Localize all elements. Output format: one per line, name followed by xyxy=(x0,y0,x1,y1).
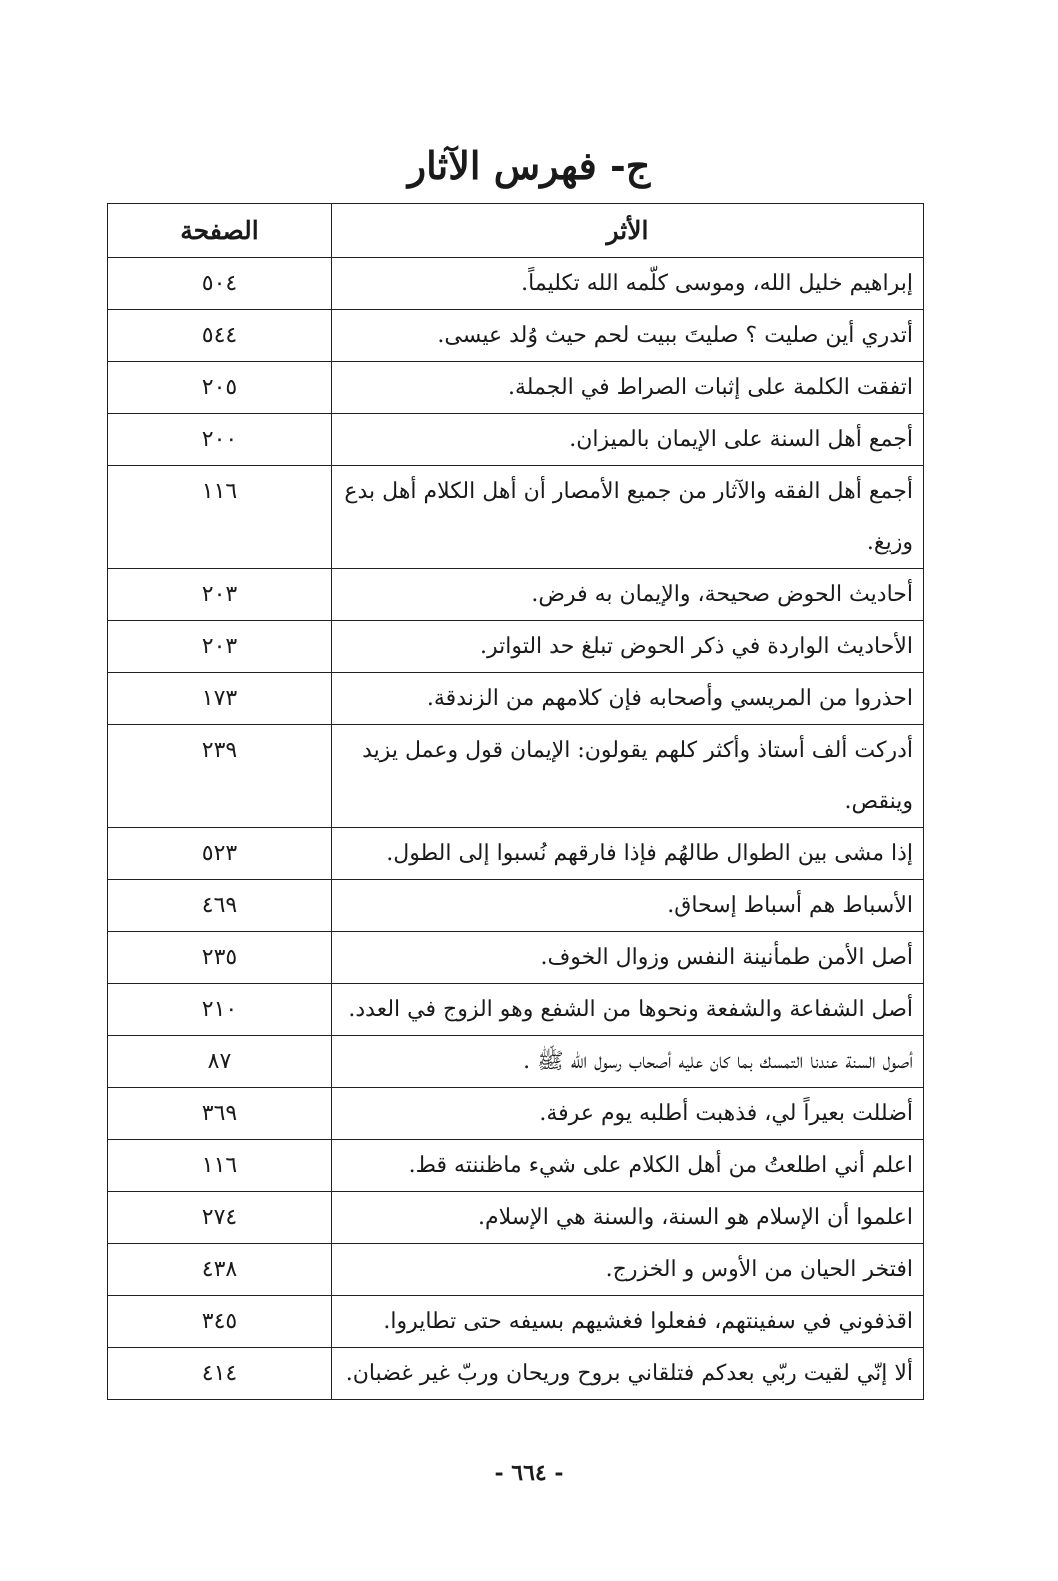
athar-text: أدركت ألف أستاذ وأكثر كلهم يقولون: الإيمان قول وعمل يزيد وينقص. xyxy=(332,725,924,828)
page-ref: ٢٠٣ xyxy=(108,621,332,673)
page-ref: ١٧٣ xyxy=(108,673,332,725)
page-ref: ٥٢٣ xyxy=(108,828,332,880)
page-ref: ١١٦ xyxy=(108,466,332,569)
table-row xyxy=(108,1140,924,1192)
page-ref: ٢٠٣ xyxy=(108,569,332,621)
athar-text: الأحاديث الواردة في ذكر الحوض تبلغ حد التواتر. xyxy=(332,621,924,673)
table-row xyxy=(108,258,924,310)
page-ref: ٤٦٩ xyxy=(108,880,332,932)
table-row xyxy=(108,880,924,932)
table-row xyxy=(108,414,924,466)
page-ref: ٥٠٤ xyxy=(108,258,332,310)
athar-text: افتخر الحيان من الأوس و الخزرج. xyxy=(332,1244,924,1296)
table-row xyxy=(108,569,924,621)
athar-text: أضللت بعيراً لي، فذهبت أطلبه يوم عرفة. xyxy=(332,1088,924,1140)
athar-text: اقذفوني في سفينتهم، ففعلوا فغشيهم بسيفه حتى تطايروا. xyxy=(332,1296,924,1348)
page-ref: ٤١٤ xyxy=(108,1348,332,1400)
page-ref: ٤٣٨ xyxy=(108,1244,332,1296)
athar-text: الأسباط هم أسباط إسحاق. xyxy=(332,880,924,932)
table-header-row xyxy=(108,204,924,258)
table-row xyxy=(108,984,924,1036)
athar-text: أصول السنة عندنا التمسك بما كان عليه أصحاب رسول الله ﷺ . xyxy=(332,1036,924,1088)
athar-text: اتفقت الكلمة على إثبات الصراط في الجملة. xyxy=(332,362,924,414)
page-ref: ٢٠٥ xyxy=(108,362,332,414)
table-row xyxy=(108,1036,924,1088)
table-row xyxy=(108,725,924,828)
table-row xyxy=(108,1192,924,1244)
athar-text: اعلموا أن الإسلام هو السنة، والسنة هي الإسلام. xyxy=(332,1192,924,1244)
athar-index-table xyxy=(107,203,924,1400)
page-ref: ٣٦٩ xyxy=(108,1088,332,1140)
page-title: ج- فهرس الآثار xyxy=(407,143,651,188)
table-row xyxy=(108,621,924,673)
table-row xyxy=(108,1244,924,1296)
table-row xyxy=(108,310,924,362)
page-ref: ٢٠٠ xyxy=(108,414,332,466)
table-row xyxy=(108,932,924,984)
athar-text: إبراهيم خليل الله، وموسى كلّمه الله تكليماً. xyxy=(332,258,924,310)
athar-text: ألا إنّي لقيت ربّي بعدكم فتلقاني بروح وريحان وربّ غير غضبان. xyxy=(332,1348,924,1400)
table-row xyxy=(108,1088,924,1140)
page-ref: ٢٣٥ xyxy=(108,932,332,984)
page-number: - ٦٦٤ - xyxy=(494,1460,564,1486)
table-row xyxy=(108,828,924,880)
athar-text: أصل الأمن طمأنينة النفس وزوال الخوف. xyxy=(332,932,924,984)
header-athar: الأثر xyxy=(332,204,924,258)
athar-text: أصل الشفاعة والشفعة ونحوها من الشفع وهو الزوج في العدد. xyxy=(332,984,924,1036)
page-ref: ٢٣٩ xyxy=(108,725,332,828)
table-row xyxy=(108,1296,924,1348)
athar-text: أجمع أهل الفقه والآثار من جميع الأمصار أن أهل الكلام أهل بدع وزيغ. xyxy=(332,466,924,569)
athar-text: أتدري أين صليت ؟ صليتَ ببيت لحم حيث وُلد عيسى. xyxy=(332,310,924,362)
athar-text: اعلم أني اطلعتُ من أهل الكلام على شيء ماظننته قط. xyxy=(332,1140,924,1192)
page-ref: ٣٤٥ xyxy=(108,1296,332,1348)
page-ref: ١١٦ xyxy=(108,1140,332,1192)
page-ref: ٥٤٤ xyxy=(108,310,332,362)
table-row xyxy=(108,466,924,569)
table-row xyxy=(108,362,924,414)
page-ref: ٢٧٤ xyxy=(108,1192,332,1244)
page-ref: ٢١٠ xyxy=(108,984,332,1036)
page-ref: ٨٧ xyxy=(108,1036,332,1088)
athar-text: احذروا من المريسي وأصحابه فإن كلامهم من الزندقة. xyxy=(332,673,924,725)
athar-text: إذا مشى بين الطوال طالهُم فإذا فارقهم نُسبوا إلى الطول. xyxy=(332,828,924,880)
table-row xyxy=(108,673,924,725)
table-row xyxy=(108,1348,924,1400)
athar-text: أحاديث الحوض صحيحة، والإيمان به فرض. xyxy=(332,569,924,621)
athar-text: أجمع أهل السنة على الإيمان بالميزان. xyxy=(332,414,924,466)
header-page: الصفحة xyxy=(108,204,332,258)
